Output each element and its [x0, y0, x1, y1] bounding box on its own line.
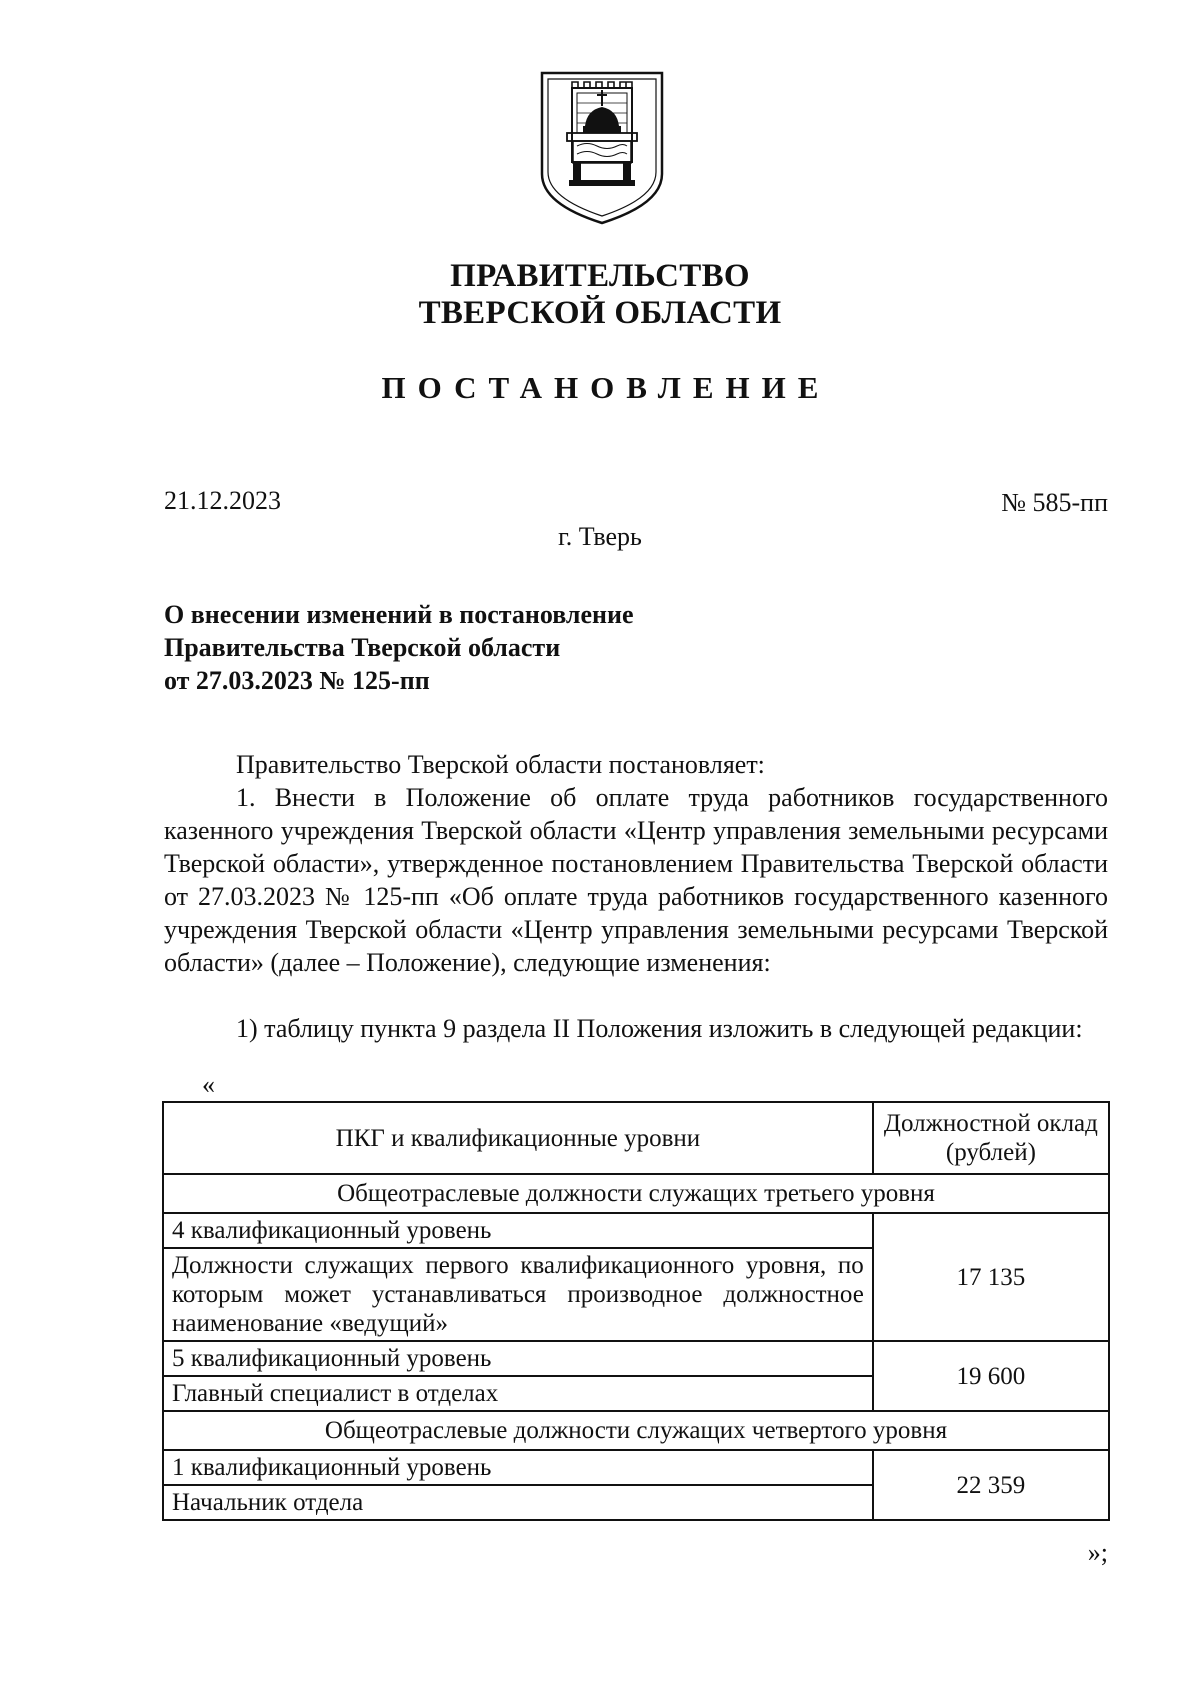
document-city: г. Тверь — [558, 522, 642, 551]
table-group-row — [163, 1174, 1109, 1213]
group-title: Общеотраслевые должности служащих четвертого уровня — [163, 1411, 1109, 1450]
header-salary: Должностной оклад (рублей) — [873, 1102, 1109, 1174]
table-row — [163, 1341, 1109, 1376]
level-name: 1 квалификационный уровень — [163, 1450, 873, 1485]
positions-description: Главный специалист в отделах — [163, 1376, 873, 1411]
title-line: Правительства Тверской области — [164, 633, 561, 662]
header-position: ПКГ и квалификационные уровни — [163, 1102, 873, 1174]
paragraph-1-1: 1) таблицу пункта 9 раздела II Положения изложить в следующей редакции: — [236, 1014, 1083, 1043]
document-date: 21.12.2023 — [164, 486, 281, 515]
salary-table — [162, 1101, 1110, 1521]
government-name-line2: ТВЕРСКОЙ ОБЛАСТИ — [418, 295, 782, 331]
level-name: 4 квалификационный уровень — [163, 1213, 873, 1248]
level-name: 5 квалификационный уровень — [163, 1341, 873, 1376]
opening-quote: « — [202, 1070, 215, 1099]
title-line: от 27.03.2023 № 125-пп — [164, 666, 430, 695]
positions-description: Начальник отдела — [163, 1485, 873, 1520]
table-row — [163, 1213, 1109, 1248]
positions-description: Должности служащих первого квалификационного уровня, по которым может устанавливаться производное должностное наименование «ведущий» — [163, 1248, 873, 1341]
document-number: № 585-пп — [1001, 488, 1108, 517]
salary-value: 19 600 — [873, 1341, 1109, 1411]
coat-of-arms-icon — [539, 70, 665, 226]
intro-paragraph: Правительство Тверской области постановляет: — [236, 750, 765, 779]
table-group-row — [163, 1411, 1109, 1450]
paragraph-1: 1. Внести в Положение об оплате труда работников государственного казенного учреждения Тверской области «Центр управления земельными ресурсами Тверской области», утвержденное постановлением Правительства Тверской области от 27.03.2023 № 125-пп «Об оплате труда работников государственного казенного учреждения Тверской области «Центр управления земельными ресурсами Тверской области» (далее – Положение), следующие изменения: — [164, 783, 1108, 977]
salary-value: 22 359 — [873, 1450, 1109, 1520]
table-header-row — [163, 1102, 1109, 1174]
salary-value: 17 135 — [873, 1213, 1109, 1341]
closing-quote: »; — [1087, 1538, 1108, 1567]
group-title: Общеотраслевые должности служащих третьего уровня — [163, 1174, 1109, 1213]
table-row — [163, 1450, 1109, 1485]
document-type: ПОСТАНОВЛЕНИЕ — [381, 370, 831, 405]
government-name-line1: ПРАВИТЕЛЬСТВО — [450, 258, 750, 294]
document-title — [164, 598, 634, 697]
title-line: О внесении изменений в постановление — [164, 600, 634, 629]
